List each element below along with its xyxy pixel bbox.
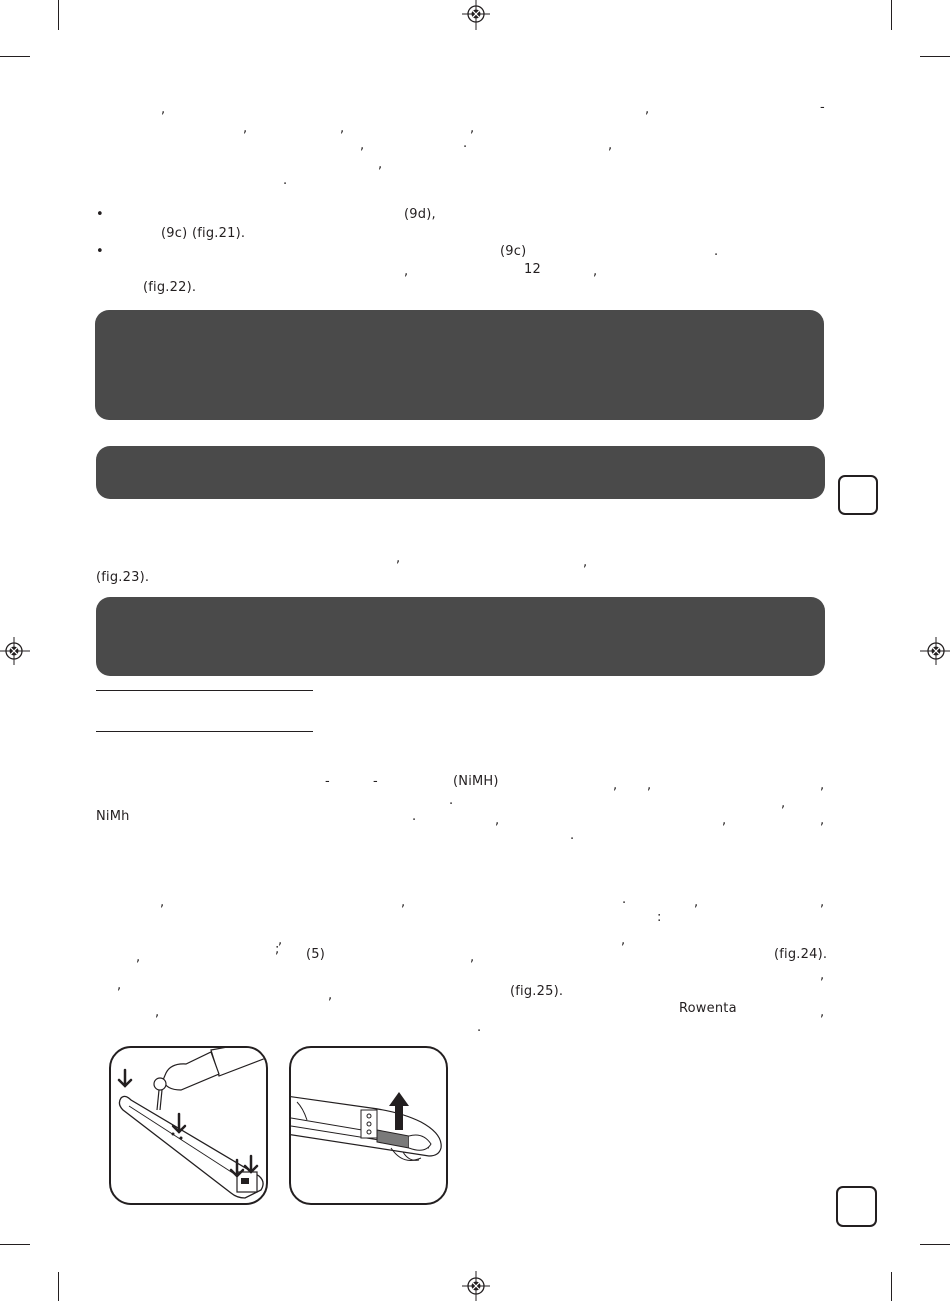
punct: , <box>378 157 383 172</box>
punct: - <box>820 100 825 115</box>
punct: . <box>714 244 719 259</box>
punct: , <box>647 778 652 793</box>
brand-name: Rowenta <box>679 1001 737 1016</box>
screwdriver-illustration <box>111 1048 266 1203</box>
battery-type: (NiMH) <box>453 774 499 789</box>
crop-mark <box>58 1272 59 1301</box>
punct: , <box>820 1005 825 1020</box>
registration-mark-icon <box>459 1271 493 1301</box>
crop-mark <box>0 56 30 57</box>
punct: , <box>360 138 365 153</box>
punct: , <box>593 264 598 279</box>
punct: , <box>243 121 248 136</box>
punct: , <box>645 102 650 117</box>
battery-removal-illustration <box>291 1048 446 1203</box>
reference: (9c) <box>500 244 527 259</box>
punct: . <box>449 793 454 808</box>
punct: , <box>722 813 727 828</box>
number: 12 <box>524 262 541 277</box>
punct: , <box>583 555 588 570</box>
page-number-tab <box>836 1186 877 1227</box>
battery-type: NiMh <box>96 809 130 824</box>
punct: . <box>283 173 288 188</box>
punct: , <box>820 895 825 910</box>
punct: , <box>608 138 613 153</box>
heading-rule <box>96 690 313 691</box>
crop-mark <box>920 1244 950 1245</box>
punct: . <box>463 136 468 151</box>
punct: , <box>820 813 825 828</box>
punct: , <box>278 933 283 948</box>
punct: , <box>470 950 475 965</box>
crop-mark <box>0 1244 30 1245</box>
figure-reference: (fig.21). <box>192 226 246 241</box>
section-header-bar <box>96 446 825 499</box>
punct: , <box>396 551 401 566</box>
punct: - <box>373 774 378 789</box>
reference: (9d), <box>404 207 436 222</box>
punct: , <box>160 895 165 910</box>
punct: . <box>477 1020 482 1035</box>
punct: - <box>325 774 330 789</box>
reference: (9c) <box>161 226 188 241</box>
heading-rule <box>96 731 313 732</box>
bullet-mark: • <box>96 207 104 222</box>
note-box <box>96 597 825 676</box>
crop-mark <box>891 0 892 30</box>
punct: , <box>161 102 166 117</box>
punct: , <box>340 121 345 136</box>
punct: , <box>470 121 475 136</box>
punct: , <box>155 1005 160 1020</box>
punct: , <box>495 813 500 828</box>
crop-mark <box>58 0 59 30</box>
punct: . <box>412 809 417 824</box>
punct: , <box>621 933 626 948</box>
punct: , <box>117 978 122 993</box>
punct: , <box>401 895 406 910</box>
punct: , <box>781 796 786 811</box>
punct: ; <box>275 942 280 957</box>
punct: , <box>820 968 825 983</box>
figure-25 <box>289 1046 448 1205</box>
figure-reference: (fig.23). <box>96 570 150 585</box>
punct: , <box>694 895 699 910</box>
punct: , <box>404 264 409 279</box>
reference: (5) <box>306 947 326 962</box>
warning-box <box>95 310 824 420</box>
figure-reference: (fig.25). <box>510 984 564 999</box>
language-tab <box>838 475 878 515</box>
registration-mark-icon <box>459 0 493 30</box>
crop-mark <box>920 56 950 57</box>
crop-mark <box>891 1272 892 1301</box>
punct: . <box>622 892 627 907</box>
punct: , <box>613 778 618 793</box>
punct: , <box>136 950 141 965</box>
punct: : <box>657 910 662 925</box>
punct: , <box>328 988 333 1003</box>
bullet-mark: • <box>96 244 104 259</box>
punct: , <box>820 778 825 793</box>
punct: . <box>570 828 575 843</box>
registration-mark-icon <box>0 634 30 668</box>
figure-reference: (fig.22). <box>143 280 197 295</box>
registration-mark-icon <box>920 634 950 668</box>
figure-24 <box>109 1046 268 1205</box>
figure-reference: (fig.24). <box>774 947 828 962</box>
